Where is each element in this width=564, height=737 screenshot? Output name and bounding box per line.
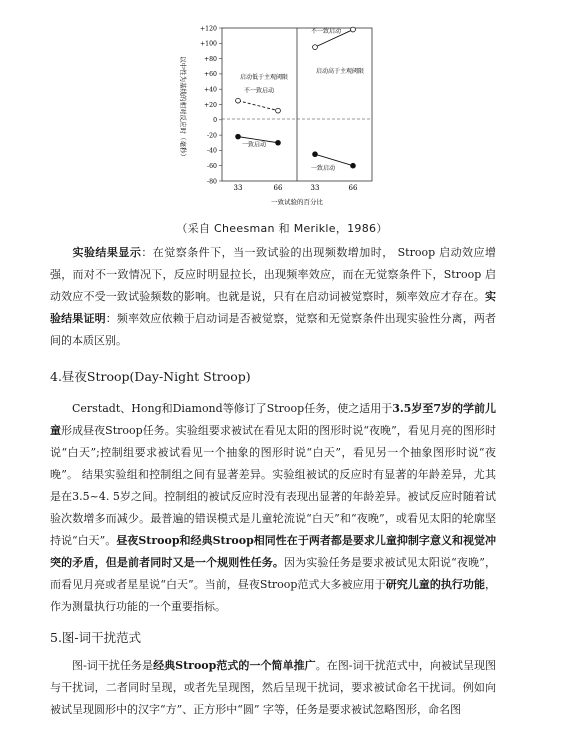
pw-bold-1: 经典Stroop范式的一个简单推广 bbox=[153, 659, 316, 672]
y-tick-label: +40 bbox=[203, 86, 217, 94]
stroop-figure bbox=[0, 0, 564, 218]
data-point bbox=[313, 152, 318, 157]
y-tick-label: -20 bbox=[207, 132, 217, 140]
series-label: 不一致启动 bbox=[311, 28, 342, 36]
x-tick-33-right: 33 bbox=[310, 184, 320, 192]
y-tick-label: -60 bbox=[207, 163, 217, 170]
dn-bold-2: 昼夜Stroop和经典Stroop相同性在于两者都是要求儿童抑制字意义和视觉冲突的矛盾，但是前者同时又是一个规则性任务。 bbox=[50, 534, 496, 569]
y-tick-label: +80 bbox=[203, 55, 217, 63]
dn-text-2: 形成昼夜Stroop任务。实验组要求被试在看见太阳的图形时说“夜晚”，看见月亮的图形时说“白天”;控制组要求被试看见一个抽象的图形时说“白天”，看见另一个抽象图形时说“夜晚”。 结果实验组和控制组之间有显著差异。实验组被试的反应时有显著的年龄差异，尤其是在3.5~4. 5岁之间。控制组的被试反应时没有表现出显著的年龄差异。被试反应时随着试验次数增多而减少。最普遍的错误模式是儿童轮流说“白天”和“夜晚”，或看见太阳的轮廓坚持说“白天”。 bbox=[50, 424, 497, 547]
dn-text-1: Cerstadt、Hong和Diamond等修订了Stroop任务，使之适用于 bbox=[72, 402, 393, 415]
section-heading-4: 4.昼夜Stroop(Day-Night Stroop) bbox=[50, 369, 251, 384]
x-axis-label: 一致试验的百分比 bbox=[271, 198, 323, 206]
series-line bbox=[238, 101, 278, 111]
pw-text-1: 图-词干扰任务是 bbox=[72, 659, 154, 672]
y-tick-label: +60 bbox=[203, 71, 217, 79]
results-text-1: ：在觉察条件下，当一致试验的出现频数增加时， Stroop 启动效应增强，而对不一致情况下，反应时明显拉长，出现频率效应，而在无觉察条件下，Stroop 启动效应不受一致试验频数的影响。也就是说，只有在启动词被觉察时，频率效应才存在。 bbox=[50, 246, 497, 303]
results-bold-2: 实验结果证明 bbox=[50, 290, 496, 325]
series-label: 一致启动 bbox=[242, 141, 267, 149]
day-night-paragraph bbox=[50, 398, 496, 618]
data-point bbox=[236, 98, 241, 103]
data-point bbox=[313, 45, 318, 50]
results-text-2: ：频率效应依赖于启动词是否被觉察，觉察和无觉察条件出现实验性分离，两者间的本质区别。 bbox=[50, 312, 497, 347]
x-tick-66-left: 66 bbox=[273, 184, 283, 192]
results-paragraph bbox=[50, 242, 496, 352]
y-tick-label: -80 bbox=[207, 178, 217, 186]
panel-label-left: 启动低于主观阈限 bbox=[240, 74, 289, 81]
y-tick-label: +100 bbox=[200, 40, 217, 48]
series-line bbox=[315, 154, 353, 165]
series-label: 不一致启动 bbox=[244, 87, 275, 95]
data-point bbox=[276, 140, 281, 145]
section-heading-5: 5.图-词干扰范式 bbox=[50, 630, 142, 645]
series-label: 一致启动 bbox=[311, 165, 336, 173]
data-point bbox=[236, 134, 241, 139]
data-point bbox=[351, 27, 356, 32]
panel-label-right: 启动高于主观阈限 bbox=[316, 68, 365, 75]
x-tick-33-left: 33 bbox=[233, 184, 243, 192]
data-point bbox=[351, 163, 356, 168]
dn-bold-1: 3.5岁至7岁的学前儿童 bbox=[50, 402, 496, 437]
y-axis-ticks bbox=[200, 25, 222, 185]
dn-text-3: 因为实验任务是要求被试见太阳说“夜晚”，而看见月亮或者星星说“白天”。当前，昼夜Stroop范式大多被应用于 bbox=[50, 556, 497, 591]
dn-bold-3: 研究儿童的执行功能 bbox=[385, 578, 485, 591]
series-layer bbox=[236, 27, 356, 172]
y-tick-label: +20 bbox=[203, 101, 217, 109]
data-point bbox=[276, 108, 281, 113]
x-tick-66-right: 66 bbox=[348, 184, 358, 192]
pw-text-2: 。在图-词干扰范式中，向被试呈现图与干扰词，二者同时呈现，或者先呈现图，然后呈现干扰词，要求被试命名干扰词。例如向被试呈现圆形中的汉字“方”、正方形中“圆” 字等，任务是要求被试忽略图形，命名图 bbox=[50, 659, 497, 716]
y-axis-label: 以中性为基线的相对反应时（毫秒） bbox=[179, 56, 187, 160]
figure-caption: （采自 Cheesman 和 Merikle，1986） bbox=[176, 222, 388, 235]
y-tick-label: 0 bbox=[213, 117, 217, 125]
y-tick-label: +120 bbox=[200, 25, 217, 33]
dn-text-4: ，作为测量执行功能的一个重要指标。 bbox=[50, 578, 496, 613]
results-bold-head: 实验结果显示 bbox=[72, 246, 142, 259]
y-tick-label: -40 bbox=[207, 147, 217, 155]
picture-word-paragraph bbox=[50, 655, 496, 721]
